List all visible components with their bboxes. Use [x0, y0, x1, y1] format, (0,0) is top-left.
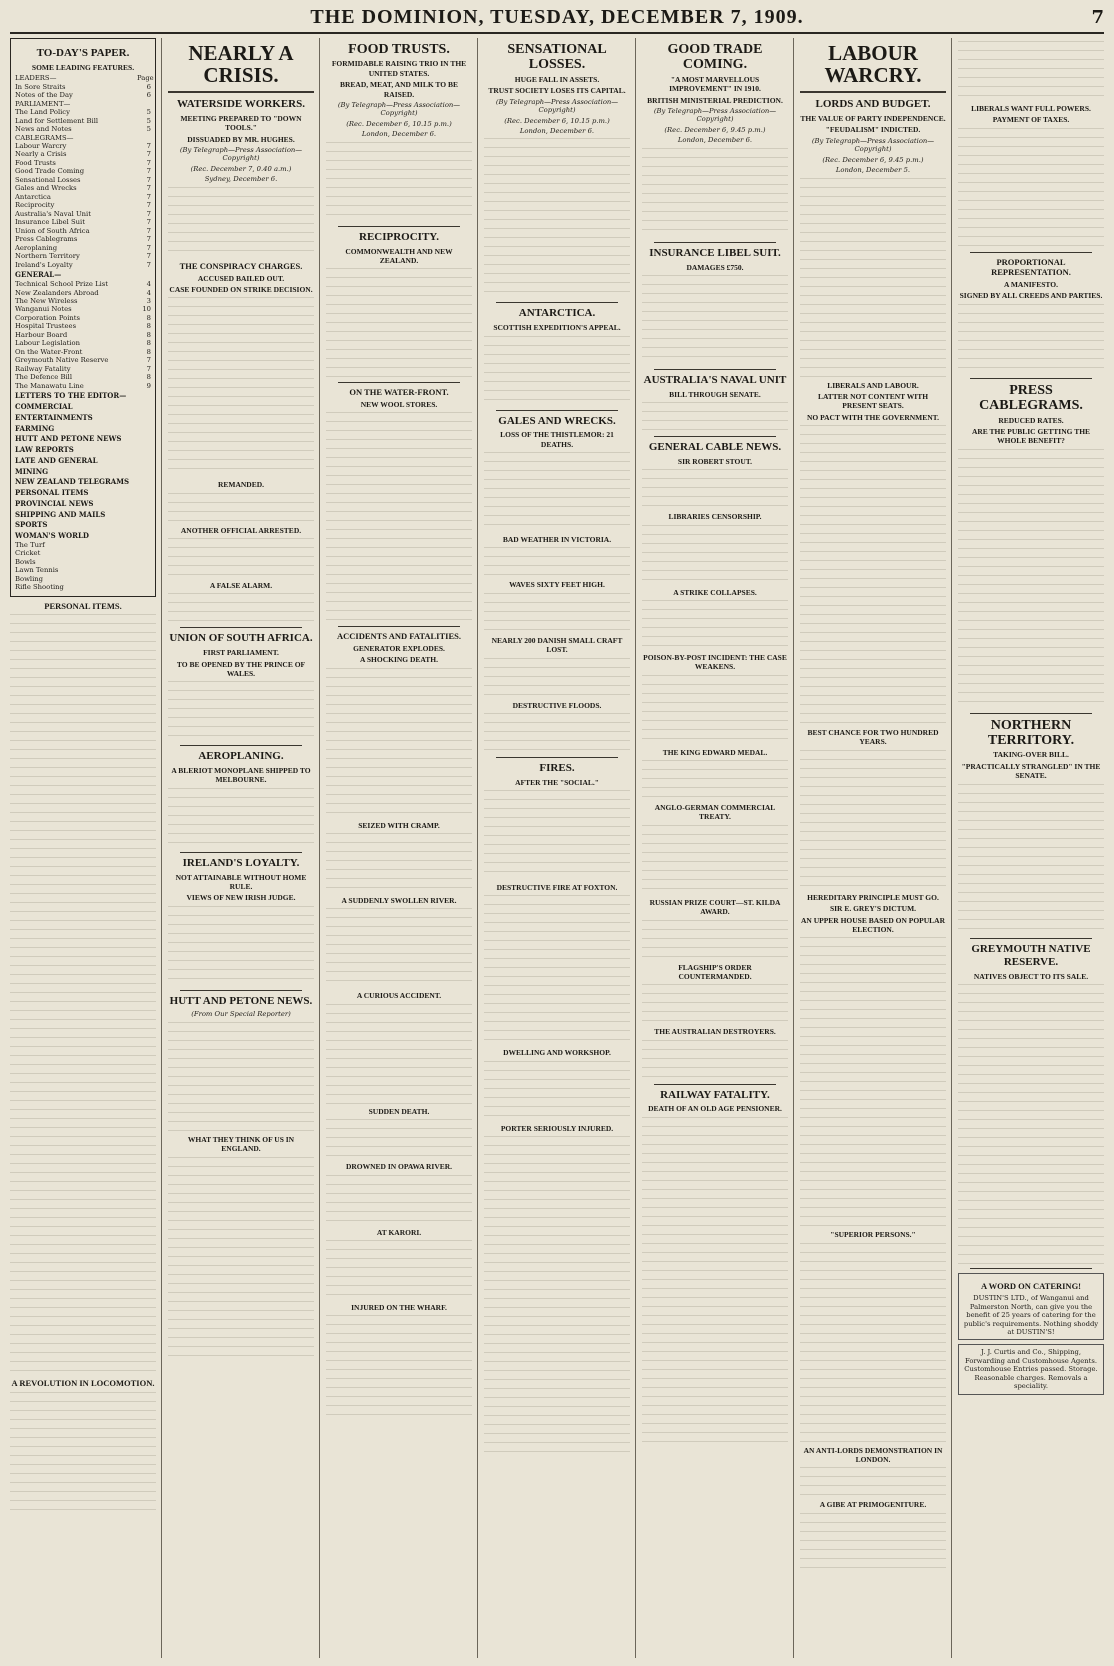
- headline-naval: AUSTRALIA'S NAVAL UNIT: [643, 373, 787, 386]
- column-2: [168, 38, 320, 1658]
- headline-labour-warcry: LABOUR WARCRY.: [824, 41, 922, 88]
- sub-accused: ACCUSED BAILED OUT.: [197, 273, 285, 283]
- index-label: Gales and Wrecks: [15, 184, 77, 193]
- index-page: 7: [146, 226, 151, 235]
- sport-entry: Bowls: [15, 557, 36, 566]
- sub-thistlemor: LOSS OF THE THISTLEMOR: 21 DEATHS.: [500, 430, 614, 449]
- sub-medal: THE KING EDWARD MEDAL.: [662, 747, 768, 757]
- index-entry: [15, 382, 151, 390]
- section-entry: NEW ZEALAND TELEGRAMS: [15, 477, 129, 487]
- received-date: (Rec. December 6, 9.45 p.m.): [664, 125, 766, 134]
- headline-nearly-a-crisis: NEARLY A CRISIS.: [188, 41, 294, 88]
- sub-latter: LATTER NOT CONTENT WITH PRESENT SEATS.: [817, 391, 929, 411]
- credit: (By Telegraph—Press Association—Copyright): [495, 97, 619, 115]
- index-label: Greymouth Native Reserve: [15, 356, 109, 365]
- sub-bleriot: A BLERIOT MONOPLANE SHIPPED TO MELBOURNE.: [171, 766, 311, 785]
- sub-trust: TRUST SOCIETY LOSES ITS CAPITAL.: [488, 86, 626, 96]
- index-page: 3: [146, 296, 151, 305]
- index-page: 7: [146, 192, 151, 201]
- sub-british: BRITISH MINISTERIAL PREDICTION.: [647, 95, 783, 105]
- section-entry: MINING: [15, 466, 49, 476]
- index-page: 7: [146, 201, 151, 210]
- sub-wharf: INJURED ON THE WHARF.: [351, 1302, 447, 1312]
- headline-hutt: HUTT AND PETONE NEWS.: [169, 994, 313, 1007]
- credit: (By Telegraph—Press Association—Copyright): [811, 136, 935, 154]
- sport-entry: Lawn Tennis: [15, 566, 59, 575]
- section-entry: WOMAN'S WORLD: [15, 531, 89, 541]
- index-label: Ireland's Loyalty: [15, 260, 73, 269]
- catering-text: DUSTIN'S LTD., of Wanganui and Palmerston North, can give you the benefit of 25 years of catering for the public's requirements. Nothing shoddy at DUSTIN'S!: [963, 1294, 1099, 1336]
- index-page: 7: [146, 184, 151, 193]
- section-entry: SPORTS: [15, 520, 48, 530]
- index-label: Nearly a Crisis: [15, 150, 67, 159]
- index-entry: [15, 314, 151, 322]
- sub-bread: BREAD, MEAT, AND MILK TO BE RAISED.: [339, 80, 458, 99]
- index-page: 8: [146, 330, 151, 339]
- index-label: Hospital Trustees: [15, 322, 77, 331]
- sub-shocking: A SHOCKING DEATH.: [360, 655, 438, 665]
- sport-entry: Bowling: [15, 574, 43, 583]
- sub-karori: AT KARORI.: [376, 1227, 422, 1237]
- index-page: 8: [146, 322, 151, 331]
- index-entry: [15, 244, 151, 252]
- index-page: 4: [146, 288, 151, 297]
- index-label: New Zealanders Abroad: [15, 288, 99, 297]
- section-entry: SHIPPING AND MAILS: [15, 509, 106, 519]
- index-label: Good Trade Coming: [15, 167, 85, 176]
- sub-huge-fall: HUGE FALL IN ASSETS.: [514, 74, 600, 84]
- headline-union-sa: UNION OF SOUTH AFRICA.: [169, 632, 313, 645]
- sub-alarm: A FALSE ALARM.: [209, 581, 273, 591]
- index-page: 7: [146, 243, 151, 252]
- sub-liberals-want: LIBERALS WANT FULL POWERS.: [971, 104, 1091, 113]
- index-entry: [15, 74, 154, 83]
- index-page: 6: [146, 82, 151, 91]
- sub-strangled: "PRACTICALLY STRANGLED" IN THE SENATE.: [961, 761, 1101, 781]
- personal-items-title: PERSONAL ITEMS.: [44, 600, 122, 611]
- sub-views: VIEWS OF NEW IRISH JUDGE.: [186, 893, 296, 903]
- headline-cable-news: GENERAL CABLE NEWS.: [648, 441, 782, 454]
- index-entry: [15, 305, 151, 313]
- column-5: [642, 38, 794, 1658]
- sub-dictum: SIR E. GREY'S DICTUM.: [829, 904, 917, 914]
- index-page: 6: [146, 91, 151, 100]
- headline-sensational: SENSATIONAL LOSSES.: [507, 42, 607, 73]
- index-entry: [15, 280, 151, 288]
- credit: (By Telegraph—Press Association—Copyright): [653, 106, 777, 124]
- index-page: 7: [146, 356, 151, 365]
- sub-lords-budget: LORDS AND BUDGET.: [815, 98, 931, 111]
- index-label: Railway Fatality: [15, 364, 71, 373]
- sub-not-attainable: NOT ATTAINABLE WITHOUT HOME RULE.: [175, 872, 307, 891]
- index-label: Antarctica: [15, 192, 51, 201]
- sub-sudden: SUDDEN DEATH.: [368, 1106, 430, 1116]
- sport-entry: Rifle Shooting: [15, 583, 64, 592]
- index-entry: [15, 297, 151, 305]
- index-label: In Sore Straits: [15, 82, 66, 91]
- sections-list: [15, 392, 151, 541]
- section-entry: HUTT AND PETONE NEWS: [15, 434, 122, 444]
- index-entry: [15, 159, 151, 167]
- index-label: LEADERS—: [15, 74, 57, 83]
- sub-formidable: FORMIDABLE RAISING TRIO IN THE UNITED STATES.: [331, 59, 467, 78]
- sub-damages: DAMAGES £750.: [686, 262, 744, 272]
- index-entry: [15, 108, 151, 116]
- index-label: Labour Legislation: [15, 339, 80, 348]
- sub-feudalism: "FEUDALISM" INDICTED.: [825, 125, 921, 135]
- sub-upper-house: AN UPPER HOUSE BASED ON POPULAR ELECTION.: [801, 915, 945, 934]
- index-entry: [15, 356, 151, 364]
- received-date: (Rec. December 6, 9.45 p.m.): [822, 155, 924, 164]
- dateline: London, December 6.: [361, 130, 437, 139]
- section-entry: ENTERTAINMENTS: [15, 412, 93, 422]
- sub-payment: PAYMENT OF TAXES.: [992, 115, 1070, 125]
- index-label: Technical School Prize List: [15, 280, 108, 289]
- index-page: 7: [146, 209, 151, 218]
- todays-paper-box: [10, 38, 156, 597]
- credit: (By Telegraph—Press Association—Copyright): [337, 100, 461, 118]
- index-label: The Land Policy: [15, 108, 70, 117]
- column-1: [10, 38, 162, 1658]
- dateline: London, December 6.: [519, 126, 595, 135]
- sub-stout: SIR ROBERT STOUT.: [677, 456, 753, 466]
- index-label: Australia's Naval Unit: [15, 209, 91, 218]
- headline-gales: GALES AND WRECKS.: [498, 414, 616, 427]
- sub-natives: NATIVES OBJECT TO ITS SALE.: [973, 972, 1089, 982]
- sub-social: AFTER THE "SOCIAL.": [515, 777, 599, 787]
- sub-floods: DESTRUCTIVE FLOODS.: [512, 700, 602, 710]
- index-entry: [15, 289, 151, 297]
- index-entry: [15, 125, 151, 133]
- sub-marvellous: "A MOST MARVELLOUS IMPROVEMENT" IN 1910.: [669, 74, 761, 94]
- index-entry: [15, 91, 151, 99]
- revolution-title: A REVOLUTION IN LOCOMOTION.: [11, 1378, 155, 1389]
- features-label: SOME LEADING FEATURES.: [31, 62, 135, 72]
- sub-hereditary: HEREDITARY PRINCIPLE MUST GO.: [807, 892, 939, 902]
- sub-strike: A STRIKE COLLAPSES.: [673, 587, 757, 597]
- index-page: 7: [146, 158, 151, 167]
- index-label: The Defence Bill: [15, 373, 72, 382]
- sub-meeting: MEETING PREPARED TO "DOWN TOOLS.": [180, 113, 302, 133]
- sub-taking: TAKING-OVER BILL.: [993, 750, 1069, 760]
- index-page: 7: [146, 142, 151, 150]
- index-entry: [15, 227, 151, 235]
- headline-northern: NORTHERN TERRITORY.: [987, 717, 1075, 749]
- index-entry: [15, 176, 151, 184]
- received-date: (Rec. December 6, 10.15 p.m.): [346, 119, 452, 128]
- columns: [10, 38, 1104, 1658]
- index-entry: [15, 235, 151, 243]
- sub-poison: POISON-BY-POST INCIDENT: THE CASE WEAKENS.: [643, 652, 787, 672]
- index-entry: [15, 193, 151, 201]
- headline-ireland: IRELAND'S LOYALTY.: [182, 856, 300, 869]
- sub-best-chance: BEST CHANCE FOR TWO HUNDRED YEARS.: [807, 728, 939, 747]
- sub-victoria: BAD WEATHER IN VICTORIA.: [502, 535, 612, 545]
- index-label: Reciprocity: [15, 201, 55, 210]
- index-page: [137, 134, 151, 142]
- index-entry: [15, 167, 151, 175]
- headline-fires: FIRES.: [539, 761, 575, 774]
- sub-no-pact: NO PACT WITH THE GOVERNMENT.: [806, 412, 940, 422]
- sub-waterside-workers: WATERSIDE WORKERS.: [177, 98, 305, 111]
- index-entry: [15, 201, 151, 209]
- index-entry: [15, 331, 151, 339]
- index-entry: [15, 134, 151, 142]
- index-label: CABLEGRAMS—: [15, 133, 74, 142]
- sub-liberals: LIBERALS AND LABOUR.: [827, 380, 919, 390]
- column-6: [800, 38, 952, 1658]
- sub-crank: SEIZED WITH CRAMP.: [358, 820, 440, 830]
- index-label: Labour Warcry: [15, 142, 67, 150]
- index-page: 10: [142, 305, 151, 314]
- sub-swollen: A SUDDENLY SWOLLEN RIVER.: [341, 896, 457, 906]
- index-entry: [15, 83, 151, 91]
- index-entry: [15, 322, 151, 330]
- index-page: 7: [146, 167, 151, 176]
- index-label: News and Notes: [15, 125, 72, 134]
- sub-reduced: REDUCED RATES.: [998, 415, 1064, 425]
- page-number: 7: [1091, 7, 1104, 28]
- index-entry: [15, 100, 151, 108]
- index-label: Food Trusts: [15, 158, 56, 167]
- sub-senate: BILL THROUGH SENATE.: [669, 389, 761, 399]
- index-page: 7: [146, 235, 151, 244]
- sub-destroyers: THE AUSTRALIAN DESTROYERS.: [654, 1027, 776, 1037]
- section-entry: LETTERS TO THE EDITOR—: [15, 391, 127, 401]
- sub-superior: "SUPERIOR PERSONS.": [830, 1230, 916, 1240]
- index-label: PARLIAMENT—: [15, 99, 71, 108]
- sub-benefit: ARE THE PUBLIC GETTING THE WHOLE BENEFIT?: [971, 426, 1091, 446]
- revolution-body: [10, 1392, 156, 1512]
- index-label: Wanganui Notes: [15, 305, 72, 314]
- index-entry: [15, 184, 151, 192]
- sub-opened: TO BE OPENED BY THE PRINCE OF WALES.: [176, 659, 306, 678]
- curtis-text: J. J. Curtis and Co., Shipping, Forwarding and Customhouse Agents. Customhouse Entries passed. Storage. Reasonable charges. Removals a speciality.: [964, 1348, 1098, 1391]
- index-page: Page: [137, 74, 154, 83]
- sub-england: WHAT THEY THINK OF US IN ENGLAND.: [187, 1134, 295, 1154]
- index-list: [15, 74, 154, 269]
- index-page: 7: [146, 175, 151, 184]
- sub-waves: WAVES SIXTY FEET HIGH.: [509, 580, 605, 590]
- dateline: London, December 5.: [835, 166, 911, 175]
- sub-antilords: AN ANTI-LORDS DEMONSTRATION IN LONDON.: [803, 1445, 943, 1465]
- sports-list: [15, 541, 151, 592]
- index-page: 8: [146, 373, 151, 382]
- index-page: 7: [146, 252, 151, 261]
- index-label: Northern Territory: [15, 252, 80, 261]
- index-label: The New Wireless: [15, 296, 78, 305]
- index-page: 4: [146, 280, 151, 289]
- dateline: London, December 6.: [677, 136, 753, 145]
- index-page: 8: [146, 339, 151, 348]
- sub-libraries: LIBRARIES CENSORSHIP.: [668, 512, 762, 522]
- sub-dissuaded: DISSUADED BY MR. HUGHES.: [187, 134, 295, 144]
- sport-entry: The Turf: [15, 540, 45, 549]
- headline-food-trusts: FOOD TRUSTS.: [348, 42, 450, 57]
- index-label: Corporation Points: [15, 313, 80, 322]
- index-label: Aeroplaning: [15, 243, 58, 252]
- sub-remanded: REMANDED.: [217, 480, 265, 490]
- index-page: 7: [146, 218, 151, 227]
- sub-foxton: DESTRUCTIVE FIRE AT FOXTON.: [496, 883, 618, 893]
- paper-title: THE DOMINION, TUESDAY, DECEMBER 7, 1909.: [310, 6, 804, 28]
- index-label: On the Water-Front: [15, 347, 83, 356]
- received-date: (Rec. December 7, 0.40 a.m.): [190, 164, 292, 173]
- index-entry: [15, 348, 151, 356]
- sub-signed: SIGNED BY ALL CREEDS AND PARTIES.: [959, 291, 1103, 301]
- sub-gibe: A GIBE AT PRIMOGENITURE.: [819, 1500, 927, 1510]
- index-entry: [15, 365, 151, 373]
- index-label: Union of South Africa: [15, 226, 90, 235]
- sub-generator: GENERATOR EXPLODES.: [353, 643, 445, 653]
- sub-dwelling: DWELLING AND WORKSHOP.: [503, 1048, 611, 1058]
- sub-drowned: DROWNED IN OPAWA RIVER.: [345, 1162, 453, 1172]
- sub-manifesto: A MANIFESTO.: [1003, 280, 1059, 289]
- index-entry: [15, 339, 151, 347]
- index-entry: [15, 142, 151, 150]
- column-7: [958, 38, 1104, 1658]
- headline-greymouth: GREYMOUTH NATIVE RESERVE.: [971, 942, 1091, 969]
- headline-good-trade: GOOD TRADE COMING.: [667, 42, 763, 73]
- index-label: The Manawatu Line: [15, 381, 84, 390]
- index-entry: [15, 117, 151, 125]
- sub-first-parl: FIRST PARLIAMENT.: [203, 648, 279, 658]
- index-label: Press Cablegrams: [15, 235, 78, 244]
- hutt-credit: (From Our Special Reporter): [191, 1010, 291, 1019]
- index-entry: [15, 373, 151, 381]
- catering-title: A WORD ON CATERING!: [980, 1281, 1082, 1292]
- headline-insurance: INSURANCE LIBEL SUIT.: [649, 246, 781, 259]
- index-entry: [15, 218, 151, 226]
- received-date: (Rec. December 6, 10.15 p.m.): [504, 116, 610, 125]
- index-page: 7: [146, 150, 151, 159]
- headline-accidents: ACCIDENTS AND FATALITIES.: [337, 631, 461, 642]
- index-label: Notes of the Day: [15, 91, 73, 100]
- section-entry: COMMERCIAL: [15, 402, 73, 412]
- index-page: 9: [146, 381, 151, 390]
- credit: (By Telegraph—Press Association—Copyright): [179, 145, 303, 163]
- column-4: [484, 38, 636, 1658]
- sub-conspiracy: THE CONSPIRACY CHARGES.: [179, 260, 303, 271]
- todays-paper-title: TO-DAY'S PAPER.: [36, 47, 130, 59]
- sub-another: ANOTHER OFFICIAL ARRESTED.: [180, 525, 302, 535]
- sport-entry: Cricket: [15, 549, 41, 558]
- general-list: [15, 280, 151, 390]
- section-entry: FARMING: [15, 423, 55, 433]
- headline-reciprocity: RECIPROCITY.: [359, 230, 439, 243]
- index-label: Sensational Losses: [15, 175, 81, 184]
- headline-waterfront: ON THE WATER-FRONT.: [349, 387, 449, 398]
- headline-railway: RAILWAY FATALITY.: [660, 1088, 770, 1101]
- index-entry: [15, 252, 151, 260]
- index-page: 7: [146, 364, 151, 373]
- sub-scottish: SCOTTISH EXPEDITION'S APPEAL.: [493, 323, 621, 333]
- section-entry: PERSONAL ITEMS: [15, 488, 89, 498]
- column-3: [326, 38, 478, 1658]
- index-label: Harbour Board: [15, 330, 68, 339]
- headline-proportional: PROPORTIONAL REPRESENTATION.: [991, 256, 1071, 278]
- section-entry: LATE AND GENERAL: [15, 455, 98, 465]
- index-entry: [15, 261, 151, 269]
- sub-curious: A CURIOUS ACCIDENT.: [356, 991, 442, 1001]
- section-entry: PROVINCIAL NEWS: [15, 498, 94, 508]
- headline-press-cables: PRESS CABLEGRAMS.: [979, 382, 1083, 414]
- index-entry: [15, 210, 151, 218]
- index-page: 5: [146, 108, 151, 117]
- index-page: 7: [146, 260, 151, 269]
- sub-porter: PORTER SERIOUSLY INJURED.: [500, 1123, 614, 1133]
- general-label: GENERAL—: [15, 270, 62, 280]
- masthead: [10, 6, 1104, 34]
- catering-ad: [958, 1273, 1104, 1340]
- index-page: 8: [146, 313, 151, 322]
- dateline: Sydney, December 6.: [204, 175, 278, 184]
- sub-anglo: ANGLO-GERMAN COMMERCIAL TREATY.: [654, 803, 776, 822]
- headline-aeroplaning: AEROPLANING.: [198, 750, 284, 763]
- sub-russian: RUSSIAN PRIZE COURT—ST. KILDA AWARD.: [649, 897, 781, 917]
- index-page: 5: [146, 125, 151, 134]
- index-page: [137, 100, 151, 108]
- section-entry: LAW REPORTS: [15, 445, 74, 455]
- sub-wool: NEW WOOL STORES.: [360, 399, 438, 409]
- sub-value: THE VALUE OF PARTY INDEPENDENCE.: [800, 113, 946, 123]
- personal-items-body: [10, 614, 156, 1374]
- index-page: 8: [146, 347, 151, 356]
- index-entry: [15, 150, 151, 158]
- index-page: 5: [146, 116, 151, 125]
- index-label: Land for Settlement Bill: [15, 116, 99, 125]
- curtis-ad: [958, 1344, 1104, 1394]
- sub-flagship: FLAGSHIP'S ORDER COUNTERMANDED.: [678, 962, 752, 981]
- sub-commonwealth: COMMONWEALTH AND NEW ZEALAND.: [345, 246, 453, 265]
- headline-antarctica: ANTARCTICA.: [518, 307, 596, 320]
- index-label: Insurance Libel Suit: [15, 218, 85, 227]
- sub-danish: NEARLY 200 DANISH SMALL CRAFT LOST.: [491, 635, 623, 655]
- sub-strike-case: CASE FOUNDED ON STRIKE DECISION.: [169, 284, 313, 294]
- sub-pensioner: DEATH OF AN OLD AGE PENSIONER.: [648, 1104, 782, 1114]
